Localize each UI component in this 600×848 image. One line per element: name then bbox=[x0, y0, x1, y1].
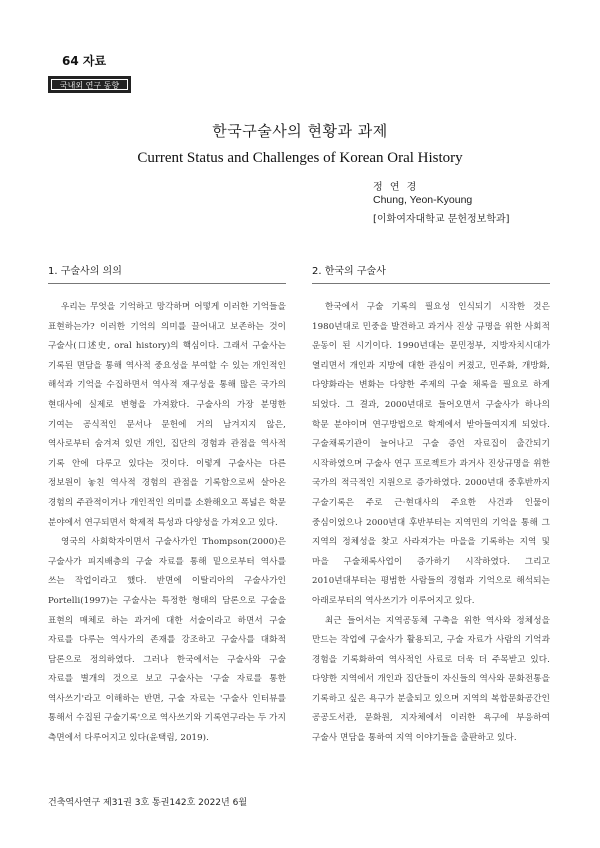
article-title-korean: 한국구술사의 현황과 과제 bbox=[212, 122, 388, 140]
body-paragraph: 최근 들어서는 지역공동체 구축을 위한 역사와 정체성을 만드는 작업에 구술사가 활용되고, 구술 자료가 사람의 기억과 경험을 기록화하여 역사적인 사료로 더욱 더 주목받고 있다. 다양한 지역에서 개인과 집단들이 자신들의 역사와 문화전통을 기록하고 싶은 욕구가 분출되고 있으며 지역의 복합문화공간인 공공도서관, 문화원, 지자체에서 이러한 욕구에 부응하여 구술사 면담을 통하여 지역 이야기들을 출판하고 있다. bbox=[312, 615, 550, 744]
body-paragraph: 한국에서 구술 기록의 필요성 인식되기 시작한 것은 1980년대로 민중을 발견하고 과거사 진상 규명을 위한 사회적 운동이 된 시기이다. 1990년대는 문민정부, 지방자치시대가 열리면서 개인과 지방에 대한 관심이 커졌고, 민주화, 개방화, 다양화라는 변화는 다양한 주제의 구술 채록을 필요로 하게 되었다. 그 결과, 2000년대로 들어오면서 구술사가 하나의 학문 분야이며 연구방법으로 학계에서 받아들여지게 되었다. 구술채록기관이 늘어나고 구술 증언 자료집이 출간되기 시작하였으며 구술사 연구 프로젝트가 과거사 진상규명을 위한 국가의 적극적인 지원으로 증가하였다. 2000년대 중후반까지 구술기록은 주로 근·현대사의 주요한 사건과 인물이 중심이었으나 2000년대 후반부터는 지역민의 기억을 통해 그 지역의 정체성을 찾고 사라져가는 마을을 기록하는 지역 및 마을 구술채록사업이 증가하기 시작하였다. 그리고 2010년대부터는 평범한 사람들의 경험과 기억으로 해석되는 아래로부터의 역사쓰기가 이루어지고 있다. bbox=[312, 302, 550, 606]
body-paragraph: 영국의 사회학자이면서 구술사가인 Thompson(2000)은 구술사가 피지배층의 구술 자료를 통해 밑으로부터 역사를 쓰는 작업이라고 했다. 반면에 이탈리아의 구술사가인 Portelli(1997)는 구술사는 특정한 형태의 담론으로 구술을 표현의 매체로 하는 과거에 대한 서술이라고 하면서 구술 자료를 다루는 역사가의 존재를 강조하고 구술사를 대화적 담론으로 정의하였다. 그러나 한국에서는 구술사와 구술 자료를 별개의 것으로 보고 구술사는 '구술 자료를 통한 역사쓰기'라고 이해하는 반면, 구술 자료는 '구술사 인터뷰를 통해서 수집된 구술기록'으로 역사쓰기와 기록연구라는 두 가지 측면에서 다루어지고 있다(윤택림, 2019). bbox=[48, 537, 286, 744]
author-name-korean: 정 연 경 bbox=[373, 182, 419, 193]
author-name-english: Chung, Yeon-Kyoung bbox=[373, 194, 473, 206]
author-affiliation: [이화여자대학교 문헌정보학과] bbox=[373, 214, 510, 225]
body-paragraph: 우리는 무엇을 기억하고 망각하며 어떻게 이러한 기억들을 표현하는가? 이러한 기억의 의미를 끌어내고 보존하는 것이 구술사(口述史, oral history)의 핵심이다. 그래서 구술사는 기록된 면담을 통해 역사적 중요성을 부여할 수 있는 개인적인 해석과 기억을 수집하면서 역사적 재구성을 통해 많은 국가의 현대사에 실제로 변형을 가져왔다. 구술사의 가장 분명한 기여는 공식적인 문서나 문헌에 거의 남겨지지 않은, 역사로부터 숨겨져 있던 개인, 집단의 경험과 관점을 역사적 기록 안에 다루고 있다는 것이다. 이렇게 구술사는 다른 정보원이 놓친 역사적 경험의 관점을 기록함으로써 살아온 경험의 주관적이거나 개인적인 의미를 소환해오고 폭넓은 학문 분야에서 연구되면서 학제적 특성과 다양성을 가져오고 있다. bbox=[48, 302, 286, 528]
section-tag-label: 국내외 연구 동향 bbox=[51, 79, 128, 90]
section-heading: 1. 구술사의 의의 bbox=[48, 262, 286, 284]
article-title-english: Current Status and Challenges of Korean Oral History bbox=[137, 150, 463, 166]
right-column bbox=[312, 262, 550, 749]
section-heading: 2. 한국의 구술사 bbox=[312, 262, 550, 284]
left-column bbox=[48, 262, 286, 749]
page-number-label: 64 자료 bbox=[62, 54, 107, 68]
section-tag bbox=[48, 76, 131, 93]
journal-footer: 건축역사연구 제31권 3호 통권142호 2022년 6월 bbox=[48, 798, 248, 808]
